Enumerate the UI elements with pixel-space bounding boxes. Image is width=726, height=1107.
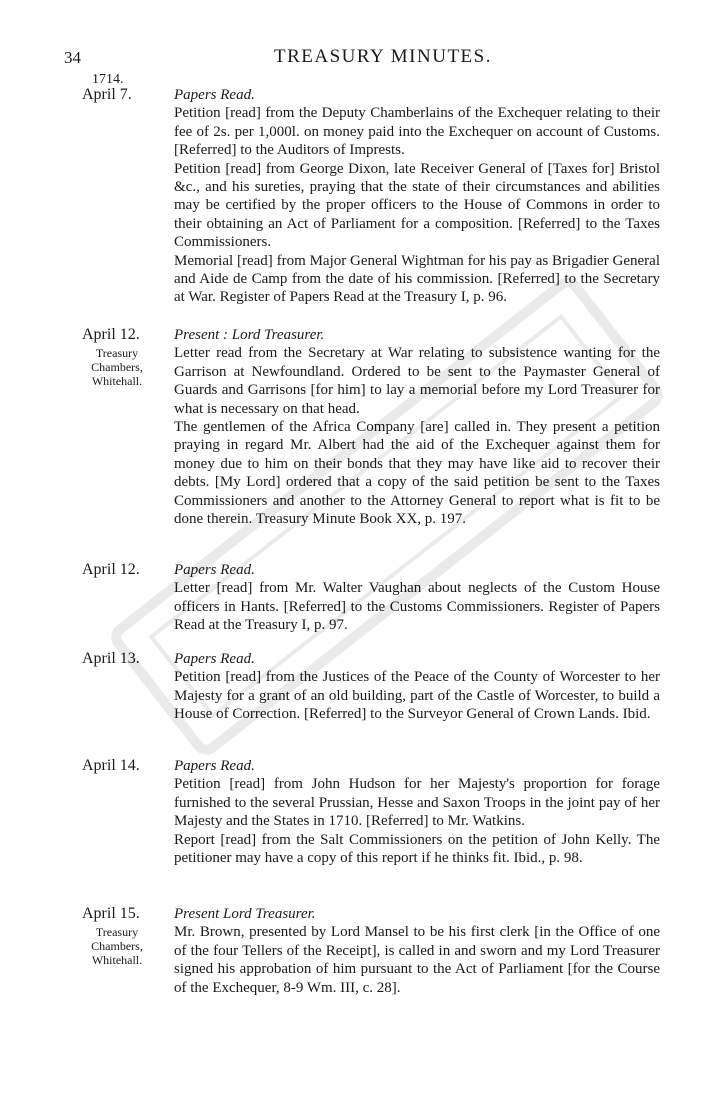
entry-paragraph: Report [read] from the Salt Commissioners on the petition of John Kelly. The petitioner may have a copy of this report if he thinks fit. Ibid., p. 98. xyxy=(174,831,660,867)
year-label: 1714. xyxy=(92,72,124,87)
entry-body xyxy=(174,561,660,635)
entry-date: April 14. xyxy=(82,757,140,774)
running-title: TREASURY MINUTES. xyxy=(274,46,492,67)
entry-heading: Present Lord Treasurer. xyxy=(174,906,316,922)
entry-paragraph: Petition [read] from the Justices of the Peace of the County of Worcester to her Majesty for a grant of an old building, part of the Castle of Worcester, to build a House of Correction. [Referred] to the Surveyor General of Crown Lands. Ibid. xyxy=(174,669,660,723)
location-line: Whitehall. xyxy=(91,374,143,388)
entry-paragraph: Petition [read] from George Dixon, late Receiver General of [Taxes for] Bristol &c., and his sureties, praying that the state of their circumstances and abilities may be certified by the proper officers to the House of Commons in order to their obtaining an Act of Parliament for a composition. [Referred] to the Taxes Commissioners. xyxy=(174,160,660,251)
entry-paragraph: Memorial [read] from Major General Wightman for his pay as Brigadier General and Aide de Camp from the date of his commission. [Referred] to the Secretary at War. Register of Papers Read at the Treasury I, p. 96. xyxy=(174,252,660,306)
entry-paragraph: The gentlemen of the Africa Company [are] called in. They present a petition praying in regard Mr. Albert had the aid of the Exchequer against them for money due to him on their bonds that they may have like aid to recover their debts. [My Lord] ordered that a copy of the said petition be sent to the Taxes Commissioners and another to the Attorney General to report what is fit to be done therein. Treasury Minute Book XX, p. 197. xyxy=(174,419,660,528)
location-line: Whitehall. xyxy=(91,953,143,967)
location-line: Treasury xyxy=(95,925,139,939)
location-line: Treasury xyxy=(95,346,139,360)
entry-paragraph: Letter read from the Secretary at War relating to subsistence wanting for the Garrison at Newfoundland. Ordered to be sent to the Paymaster General of Guards and Garrisons [for him] to lay a memorial before my Lord Treasurer for what is necessary on that head. xyxy=(174,345,660,417)
entry-paragraph: Mr. Brown, presented by Lord Mansel to be his first clerk [in the Office of one of the four Tellers of the Receipt], is called in and sworn and my Lord Treasurer signed his approbation of him pursuant to the Act of Parliament [for the Course of the Exchequer, 8-9 Wm. III, c. 28]. xyxy=(174,924,660,996)
entry-date: April 12. xyxy=(82,326,140,343)
entry-heading: Papers Read. xyxy=(174,562,255,578)
entry-date: April 12. xyxy=(82,561,140,578)
entry-paragraph: Letter [read] from Mr. Walter Vaughan about neglects of the Custom House officers in Hants. [Referred] to the Customs Commissioners. Register of Papers Read at the Treasury I, p. 97. xyxy=(174,580,660,634)
entry-heading: Papers Read. xyxy=(174,87,255,103)
entry-heading: Papers Read. xyxy=(174,651,255,667)
location-line: Chambers, xyxy=(91,939,143,953)
entry-body xyxy=(174,650,660,724)
entry-body xyxy=(174,905,660,997)
entry-body xyxy=(174,326,660,528)
page-number: 34 xyxy=(64,48,81,67)
entry-location xyxy=(80,346,154,388)
page-header xyxy=(0,44,726,70)
location-line: Chambers, xyxy=(91,360,143,374)
entry-date: April 15. xyxy=(82,905,140,922)
entry-body xyxy=(174,86,660,307)
entry-date: April 13. xyxy=(82,650,140,667)
entry-body xyxy=(174,757,660,867)
entry-heading: Present : Lord Treasurer. xyxy=(174,327,325,343)
entry-date: April 7. xyxy=(82,86,132,103)
entry-location xyxy=(80,925,154,967)
entry-heading: Papers Read. xyxy=(174,758,255,774)
entry-paragraph: Petition [read] from the Deputy Chamberlains of the Exchequer relating to their fee of 2s. per 1,000l. on money paid into the Exchequer on account of Customs. [Referred] to the Auditors of Imprests. xyxy=(174,105,660,159)
entry-paragraph: Petition [read] from John Hudson for her Majesty's proportion for forage furnished to the several Prussian, Hesse and Saxon Troops in the joint pay of her Majesty and the States in 1710. [Referred] to Mr. Watkins. xyxy=(174,776,660,830)
